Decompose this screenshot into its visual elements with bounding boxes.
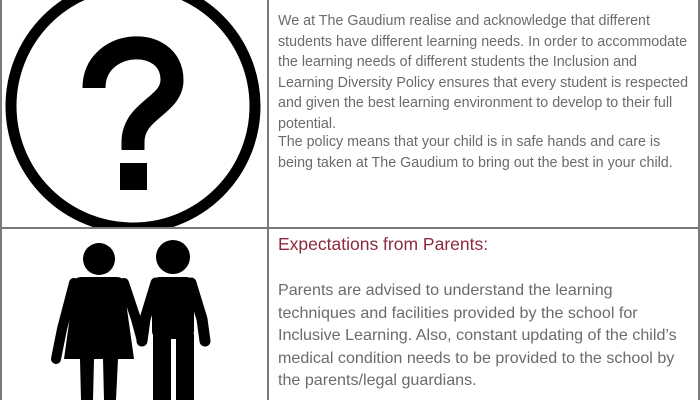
text-cell <box>278 0 690 227</box>
section-heading: Expectations from Parents: <box>278 234 489 254</box>
table-row-policy <box>2 0 698 229</box>
paragraph: We at The Gaudium realise and acknowledge that different students have different learning needs. In order to accommodate the learning needs of different students the Inclusion and Learning Diversity Policy ensures that every student is respected and given the best learning environment to develop to their full potential. <box>278 13 689 132</box>
paragraph: The policy means that your child is in safe hands and care is being taken at The Gaudium to bring out the best in your child. <box>278 134 673 171</box>
parents-couple-icon <box>2 229 267 400</box>
icon-cell <box>2 229 269 400</box>
icon-cell <box>2 0 269 227</box>
paragraph: Parents are advised to understand the learning techniques and facilities provided by the school for Inclusive Learning. Also, constant updating of the child’s medical condition needs to be provided to the school by the parents/legal guardians. <box>278 281 677 389</box>
question-mark-circle-icon <box>2 0 267 227</box>
